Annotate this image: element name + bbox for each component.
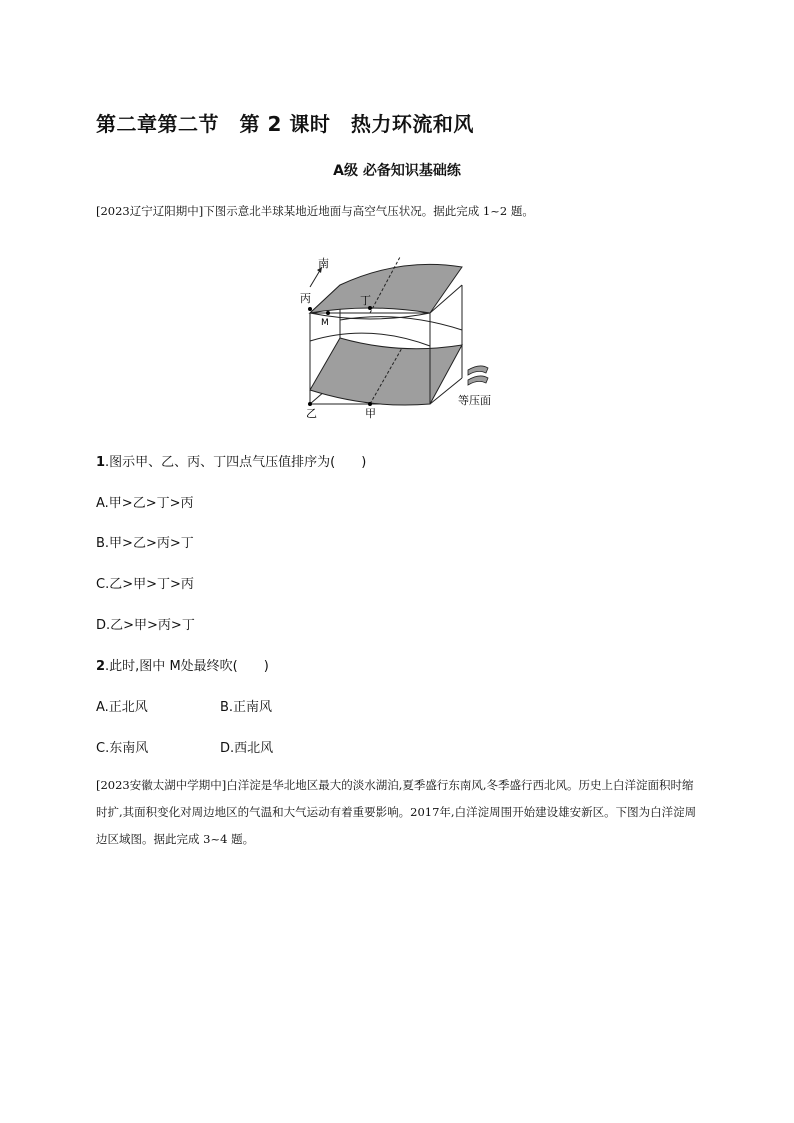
- point-jia: [368, 402, 372, 406]
- option-1a: A.甲>乙>丁>丙: [96, 496, 194, 511]
- question-stem: .此时,图中 M处最终吹( ): [105, 659, 269, 674]
- pressure-diagram: [290, 245, 510, 425]
- passage-intro-2: [2023安徽太湖中学期中]白洋淀是华北地区最大的淡水湖泊,夏季盛行东南风,冬季盛行西北风。历史上白洋淀面积时缩时扩,其面积变化对周边地区的气温和大气运动有着重要影响。2017年,白洋淀周围开始建设雄安新区。下图为白洋淀周边区域图。据此完成 3~4 题。: [96, 778, 697, 846]
- point-yi: [308, 402, 312, 406]
- question-number: 1: [96, 455, 106, 470]
- option-2d: D.西北风: [220, 741, 274, 756]
- label-yi: 乙: [306, 407, 317, 420]
- question-number: 2: [96, 659, 106, 674]
- option-1c: C.乙>甲>丁>丙: [96, 577, 194, 592]
- label-m: M: [321, 318, 329, 328]
- upper-isobaric-surface: [310, 264, 462, 313]
- option-1d: D.乙>甲>丙>丁: [96, 618, 195, 633]
- point-m: [326, 311, 330, 315]
- question-stem: .图示甲、乙、丙、丁四点气压值排序为( ): [105, 455, 367, 470]
- point-bing: [308, 307, 312, 311]
- question-2: [96, 655, 269, 674]
- label-jia: 甲: [365, 407, 376, 420]
- option-1b: B.甲>乙>丙>丁: [96, 536, 194, 551]
- option-2c: C.东南风: [96, 741, 149, 756]
- passage-intro-1: [2023辽宁辽阳期中]下图示意北半球某地近地面与高空气压状况。据此完成 1~2 题。: [96, 204, 534, 218]
- option-2a: A.正北风: [96, 700, 148, 715]
- label-bing: 丙: [300, 292, 311, 305]
- question-1: [96, 451, 366, 470]
- lower-isobaric-surface: [310, 338, 462, 405]
- section-level-heading: A级 必备知识基础练: [333, 163, 461, 179]
- page-title: 第二章第二节 第 2 课时 热力环流和风: [96, 112, 474, 136]
- option-2b: B.正南风: [220, 700, 273, 715]
- label-south: 南: [318, 257, 329, 270]
- upper-surface-edge: [310, 333, 430, 346]
- legend-label: 等压面: [458, 394, 491, 407]
- isobaric-legend-symbol: [468, 366, 488, 385]
- label-ding: 丁: [360, 294, 371, 307]
